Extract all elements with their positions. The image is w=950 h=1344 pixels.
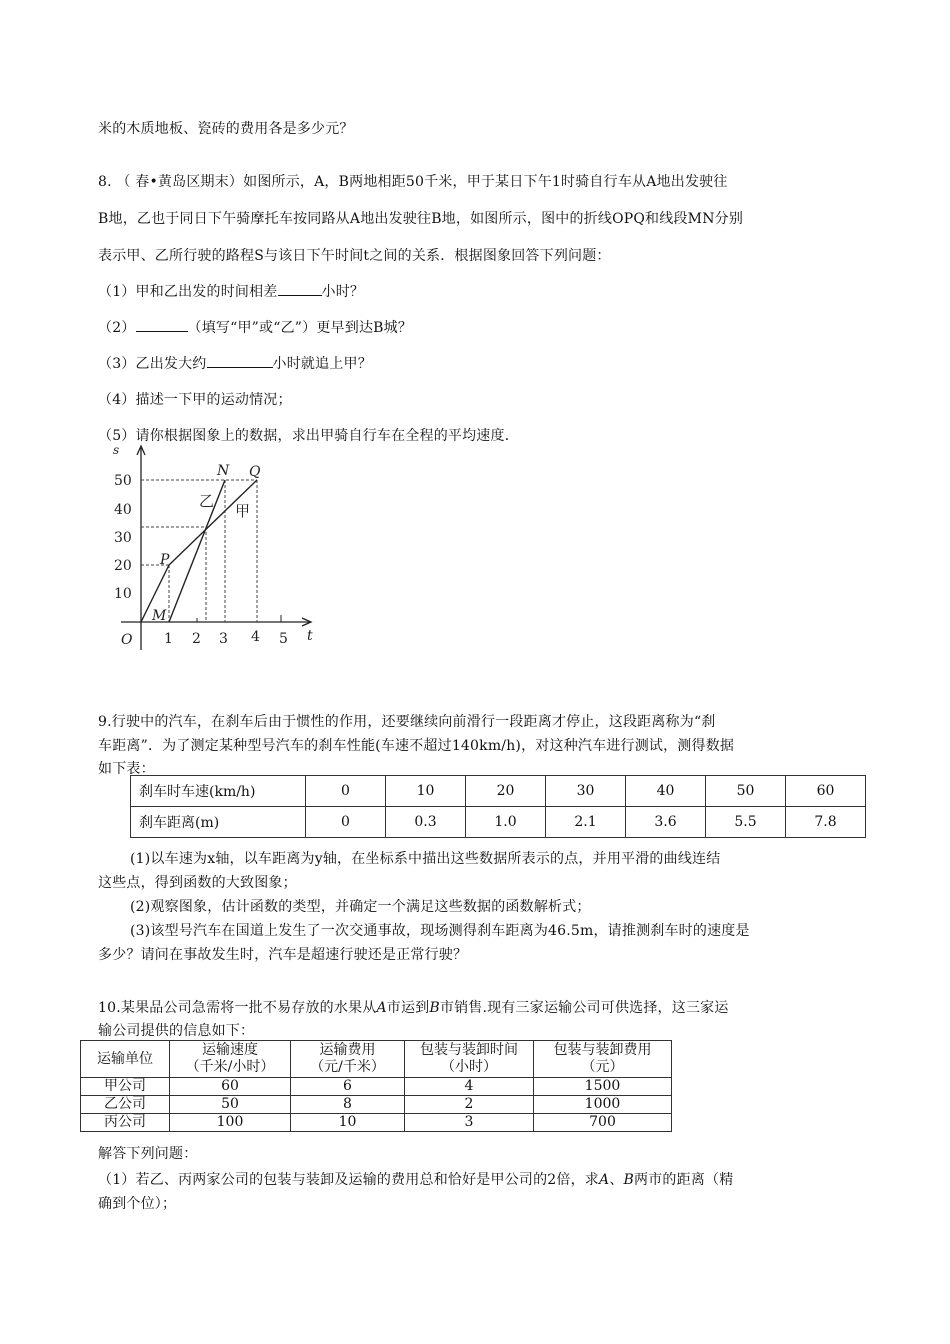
table-cell: 乙公司 — [81, 1096, 170, 1114]
q10-line1-text-a: 10.某果品公司急需将一批不易存放的水果从 — [98, 1000, 377, 1016]
table-cell: 10 — [386, 776, 466, 807]
table-cell: 1000 — [534, 1096, 672, 1114]
table-cell: 100 — [170, 1114, 291, 1132]
table-cell: 10 — [291, 1114, 405, 1132]
q9-sub3-line1: (3)该型号汽车在国道上发生了一次交通事故，现场测得刹车距离为46.5m，请推测刹车时的速度是 — [130, 923, 750, 939]
q10-line1 — [98, 997, 729, 1017]
q8-sub5: （5）请你根据图象上的数据，求出甲骑自行车在全程的平均速度． — [98, 428, 519, 444]
table-cell: 3.6 — [626, 807, 706, 838]
y-tick-20: 20 — [114, 558, 132, 574]
table-row — [81, 1096, 672, 1114]
q8-sub3-blank[interactable] — [207, 353, 273, 368]
q8-sub2-text-a: （2） — [98, 320, 136, 336]
y-tick-50: 50 — [114, 473, 132, 489]
table-row — [81, 1114, 672, 1132]
table-row — [131, 807, 866, 838]
header-label: 包装与装卸费用 — [553, 1042, 652, 1058]
table-cell: 2 — [405, 1096, 534, 1114]
header-label: 运输费用 — [319, 1042, 376, 1058]
table-cell: 60 — [786, 776, 866, 807]
point-m-label: M — [152, 608, 167, 624]
q8-sub3 — [98, 353, 372, 373]
braking-data-table — [130, 775, 866, 838]
q9-sub3-line2: 多少？请问在事故发生时，汽车是超速行驶还是正常行驶？ — [98, 947, 468, 963]
table-cell: 1.0 — [466, 807, 546, 838]
q10-sub1-text-a: （1）若乙、丙两家公司的包装与装卸及运输的费用总和恰好是甲公司的2倍，求 — [98, 1172, 600, 1188]
header-unit-label: （元/千米） — [310, 1059, 385, 1075]
x-tick-3: 3 — [219, 631, 228, 647]
q8-sub1-blank[interactable] — [278, 281, 322, 296]
q9-sub1-line1: (1)以车速为x轴，以车距离为y轴，在坐标系中描出这些数据所表示的点，并用平滑的曲线连结 — [130, 851, 721, 867]
table-cell: 1500 — [534, 1078, 672, 1096]
header-cost — [291, 1041, 405, 1078]
table-cell: 甲公司 — [81, 1078, 170, 1096]
table-cell: 5.5 — [706, 807, 786, 838]
t-axis-label: t — [307, 628, 313, 644]
q8-sub3-text-b: 小时就追上甲？ — [272, 356, 372, 372]
point-p-label: P — [160, 552, 170, 568]
point-n-label: N — [217, 463, 230, 479]
transport-company-table — [80, 1040, 672, 1132]
table-cell: 6 — [291, 1078, 405, 1096]
header-unit — [81, 1041, 170, 1078]
q10-sub1-line2: 确到个位）； — [98, 1196, 177, 1212]
table-cell: 700 — [534, 1114, 672, 1132]
header-label: 运输速度 — [202, 1042, 258, 1058]
q10-after: 解答下列问题： — [98, 1146, 198, 1162]
table-cell: 3 — [405, 1114, 534, 1132]
table-cell: 丙公司 — [81, 1114, 170, 1132]
distance-time-chart — [105, 440, 325, 660]
y-tick-40: 40 — [114, 502, 132, 518]
separator: 、 — [609, 1172, 624, 1188]
q8-line2: B地，乙也于同日下午骑摩托车按同路从A地出发驶往B地，如图所示，图中的折线OPQ和线段MN分别 — [98, 211, 744, 227]
table-cell: 4 — [405, 1078, 534, 1096]
table-cell: 0.3 — [386, 807, 466, 838]
header-label: 运输单位 — [97, 1050, 153, 1067]
q9-line3: 如下表： — [98, 761, 155, 777]
q10-line1-text-b: 市运到 — [386, 1000, 430, 1016]
prev-question-tail: 米的木质地板、瓷砖的费用各是多少元？ — [98, 121, 354, 137]
q8-sub2-blank[interactable] — [136, 317, 188, 332]
q8-sub2-text-b: （填写“甲”或“乙”）更早到达B城？ — [187, 320, 413, 336]
table-cell: 0 — [306, 776, 386, 807]
city-b: B — [623, 1172, 635, 1188]
q10-line2: 输公司提供的信息如下： — [98, 1023, 255, 1039]
q9-sub2: (2)观察图象，估计函数的类型，并确定一个满足这些数据的函数解析式； — [130, 899, 591, 915]
series-yi-label: 乙 — [199, 492, 215, 510]
q8-sub1-text-a: （1）甲和乙出发的时间相差 — [98, 284, 278, 300]
x-tick-2: 2 — [192, 631, 201, 647]
table-cell: 8 — [291, 1096, 405, 1114]
table-cell: 60 — [170, 1078, 291, 1096]
series-yi-line — [169, 480, 225, 622]
q10-sub1-text-b: 两市的距离（精 — [634, 1172, 734, 1188]
x-tick-4: 4 — [251, 629, 260, 645]
q10-line1-text-c: 市销售.现有三家运输公司可供选择，这三家运 — [439, 1000, 729, 1016]
q8-sub3-text-a: （3）乙出发大约 — [98, 356, 207, 372]
q8-sub1-text-b: 小时？ — [321, 284, 365, 300]
header-unit-label: （小时） — [441, 1059, 497, 1075]
origin-label: O — [121, 632, 133, 648]
q8-line3: 表示甲、乙所行驶的路程S与该日下午时间t之间的关系．根据图象回答下列问题： — [98, 248, 611, 264]
q8-line1: 8. （ 春•黄岛区期末）如图所示，A，B两地相距50千米，甲于某日下午1时骑自行车从A地出发驶往 — [98, 174, 728, 190]
point-q-label: Q — [249, 464, 261, 480]
q8-sub4: （4）描述一下甲的运动情况； — [98, 392, 292, 408]
table-cell: 50 — [706, 776, 786, 807]
table-row — [131, 776, 866, 807]
x-tick-1: 1 — [164, 631, 173, 647]
city-a: A — [599, 1172, 610, 1188]
y-tick-30: 30 — [114, 530, 132, 546]
q9-line2: 车距离”．为了测定某种型号汽车的刹车性能(车速不超过140km/h)，对这种汽车进行测试，测得数据 — [98, 738, 735, 754]
header-unit-label: （元） — [581, 1059, 624, 1075]
q8-sub2 — [98, 317, 412, 337]
q9-sub1-line2: 这些点，得到函数的大致图象； — [98, 875, 297, 891]
y-tick-10: 10 — [114, 586, 132, 602]
row-header-distance: 刹车距离(m) — [131, 807, 306, 838]
header-unit-label: （千米/小时） — [185, 1059, 275, 1075]
header-pack-time — [405, 1041, 534, 1078]
city-b: B — [429, 1000, 440, 1016]
table-cell: 7.8 — [786, 807, 866, 838]
q9-line1: 9.行驶中的汽车，在刹车后由于惯性的作用，还要继续向前滑行一段距离才停止，这段距离称为“刹 — [98, 714, 716, 730]
table-cell: 40 — [626, 776, 706, 807]
table-header-row — [81, 1041, 672, 1078]
table-cell: 30 — [546, 776, 626, 807]
header-label: 包装与装卸时间 — [420, 1042, 518, 1058]
q8-sub1 — [98, 281, 364, 301]
x-tick-5: 5 — [279, 631, 288, 647]
table-cell: 0 — [306, 807, 386, 838]
table-cell: 50 — [170, 1096, 291, 1114]
s-axis-label: s — [113, 443, 120, 457]
table-cell: 2.1 — [546, 807, 626, 838]
series-jia-label: 甲 — [235, 502, 251, 520]
q10-sub1-line1 — [98, 1169, 733, 1189]
city-a: A — [376, 1000, 387, 1016]
table-row — [81, 1078, 672, 1096]
header-speed — [170, 1041, 291, 1078]
header-pack-cost — [534, 1041, 672, 1078]
table-cell: 20 — [466, 776, 546, 807]
row-header-speed: 刹车时车速(km/h) — [131, 776, 306, 807]
